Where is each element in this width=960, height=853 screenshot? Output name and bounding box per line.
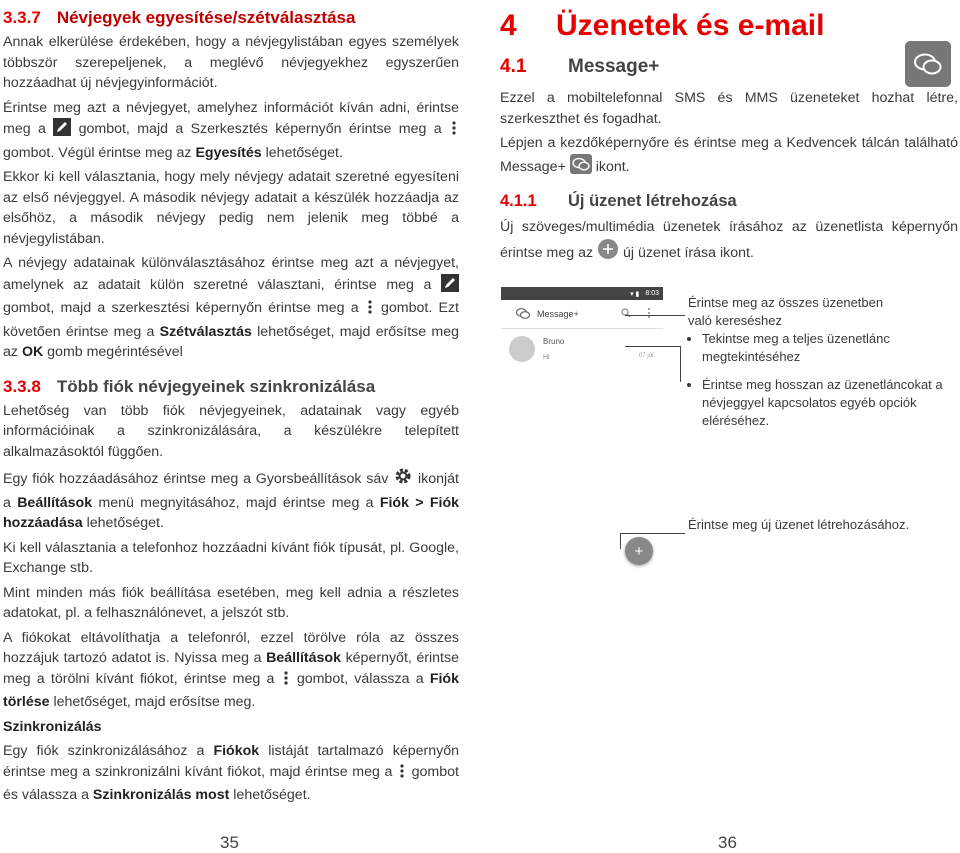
leader-line [625,315,685,316]
leader-line [620,533,621,549]
conversation-row[interactable] [501,329,663,369]
message-plus-app-icon [570,154,592,181]
message-date: 07 júl. [638,353,655,359]
callout-search: Érintse meg az összes üzenetben való kereséshez [688,295,884,328]
section-heading-4-1: 4.1 Message+ [500,56,660,77]
paragraph: Ezzel a mobiltelefonnal SMS és MMS üzeneteket hozhat létre, szerkeszthet és fogadhat. [500,90,958,127]
sync-heading: Szinkronizálás [3,718,102,735]
leader-line [625,346,680,347]
more-options-icon [365,299,375,322]
leader-line [620,533,685,534]
paragraph: A névjegy adatainak különválasztásához érintse meg azt a névjegyet, amelynek az adatait külön szeretné választani, érintse meg a gombot, majd a szerkesztési képernyőn érintse meg a gombot. Ezt követően érintse meg a Szétválasztás lehetőséget, majd erősítse meg az OK gomb megérintésével [3,255,459,360]
right-page [500,0,958,270]
more-options-icon [281,670,291,693]
more-options-icon [397,763,407,786]
app-title: Message+ [537,309,579,319]
paragraph: A fiókokat eltávolíthatja a telefonról, ezzel törölve róla az összes hozzájuk tartozó adatot is. Nyissa meg a Beállítások képernyőt, érintse meg a törölni kívánt fiókot, érintse meg a gombot, válassza a Fiók törlése lehetőséget, majd erősítse meg. [3,629,459,710]
status-icons: ▾ ▮ [630,290,640,298]
paragraph: Egy fiók szinkronizálásához a Fiókok listáját tartalmazó képernyőn érintse meg a szinkronizálni kívánt fiókot, majd érintse meg a gombot és válassza a Szinkronizálás most lehetőséget. [3,743,459,803]
section-heading-4-1-1: 4.1.1 Új üzenet létrehozása [500,192,737,210]
paragraph: Ekkor ki kell választania, hogy mely névjegy adatait szeretné egyesíteni az első névjeggyel. A második névjegy adatait a készülék hozzáadja az elsőhöz, a második névjegy pedig nem jelenik meg többé a névjegylistában. [3,169,459,247]
status-time: 8:03 [645,290,659,297]
search-icon[interactable] [621,308,631,320]
left-page [3,0,459,810]
status-bar [501,287,663,300]
paragraph: Lehetőség van több fiók névjegyeinek, adatainak vagy egyéb információinak a szinkronizálására, a készülékre telepített alkalmazásoktól függően. [3,402,459,460]
paragraph: Mint minden más fiók beállítása esetében, meg kell adnia a részletes adatokat, pl. a felhasználónevet, a jelszót stb. [3,584,459,621]
message-plus-app-icon [905,41,951,87]
callout-bullet: • Érintse meg hosszan az üzenetláncokat a névjeggyel kapcsolatos egyéb opciók eléréséhez. [702,376,953,430]
paragraph: Egy fiók hozzáadásához érintse meg a Gyorsbeállítások sáv ikonját a Beállítások menü megnyitásához, majd érintse meg a Fiók > Fiók hozzáadása lehetőséget. [3,466,459,534]
avatar [509,336,535,362]
page-number-right: 36 [718,833,737,852]
callout-bullets [688,330,953,430]
message-plus-app-icon [515,307,531,322]
more-options-icon[interactable] [647,307,651,321]
edit-pencil-icon [53,118,71,143]
page-number-left: 35 [220,833,239,852]
paragraph: Annak elkerülése érdekében, hogy a névjegylistában egyes személyek többször szerepeljenek, a meglévő névjegyekhez egyszerűen hozzáadhat új névjegyinformációt. [3,34,459,91]
more-options-icon [449,120,459,143]
gear-icon [393,466,413,493]
paragraph: Új szöveges/multimédia üzenetek írásához az üzenetlista képernyőn érintse meg az új üzenet írása ikont. [500,217,958,266]
callout-new-message: Érintse meg új üzenet létrehozásához. [688,517,910,532]
paragraph: Lépjen a kezdőképernyőre és érintse meg a Kedvencek tálcán található Message+ ikont. [500,133,958,180]
paragraph: Érintse meg azt a névjegyet, amelyhez információt kíván adni, érintse meg a gombot, majd a Szerkesztés képernyőn érintse meg a gombot. Végül érintse meg az Egyesítés lehetőséget. [3,99,459,161]
section-heading-3-3-8: 3.3.8 Több fiók névjegyeinek szinkronizálása [3,376,376,396]
section-heading-3-3-7: 3.3.7 Névjegyek egyesítése/szétválasztása [3,8,356,27]
phone-screenshot [501,287,663,579]
leader-line [680,346,681,382]
new-message-button[interactable]: + [625,537,653,565]
chapter-heading: 4 Üzenetek és e-mail [500,9,825,42]
paragraph: Ki kell választania a telefonhoz hozzáadni kívánt fiók típusát, pl. Google, Exchange stb. [3,539,459,576]
edit-pencil-icon [441,274,459,299]
message-snippet: Hi [543,354,550,361]
plus-icon [597,238,619,267]
contact-name: Bruno [543,337,565,346]
callout-bullet: • Tekintse meg a teljes üzenetlánc megtekintéséhez [702,330,953,366]
